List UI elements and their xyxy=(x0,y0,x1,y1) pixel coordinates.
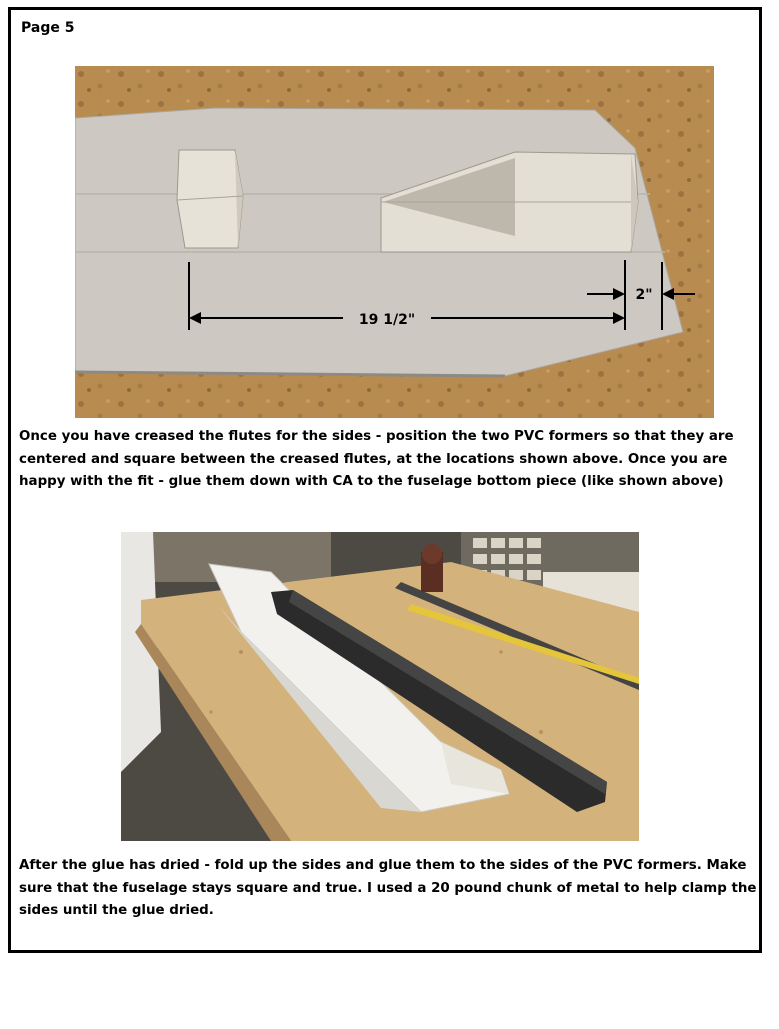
dimension-long-label: 19 1/2" xyxy=(358,312,416,328)
fuselage-clamp-photo xyxy=(121,532,639,841)
page-number: Page 5 xyxy=(21,20,75,36)
instruction-paragraph-2: After the glue has dried - fold up the sides and glue them to the sides of the PVC formers. Make sure that the fuselage stays square and true. I used a 20 pound chunk of metal to help clamp the sides until the glue dried. xyxy=(19,858,757,918)
instruction-paragraph-1: Once you have creased the flutes for the sides - position the two PVC formers so that they are centered and square between the creased flutes, at the locations shown above. Once you are happy with the fit - glue them down with CA to the fuselage bottom piece (like shown above) xyxy=(19,429,734,489)
page-frame xyxy=(8,7,762,953)
dimension-short-label: 2" xyxy=(635,287,653,303)
fuselage-bottom-photo xyxy=(75,66,714,418)
